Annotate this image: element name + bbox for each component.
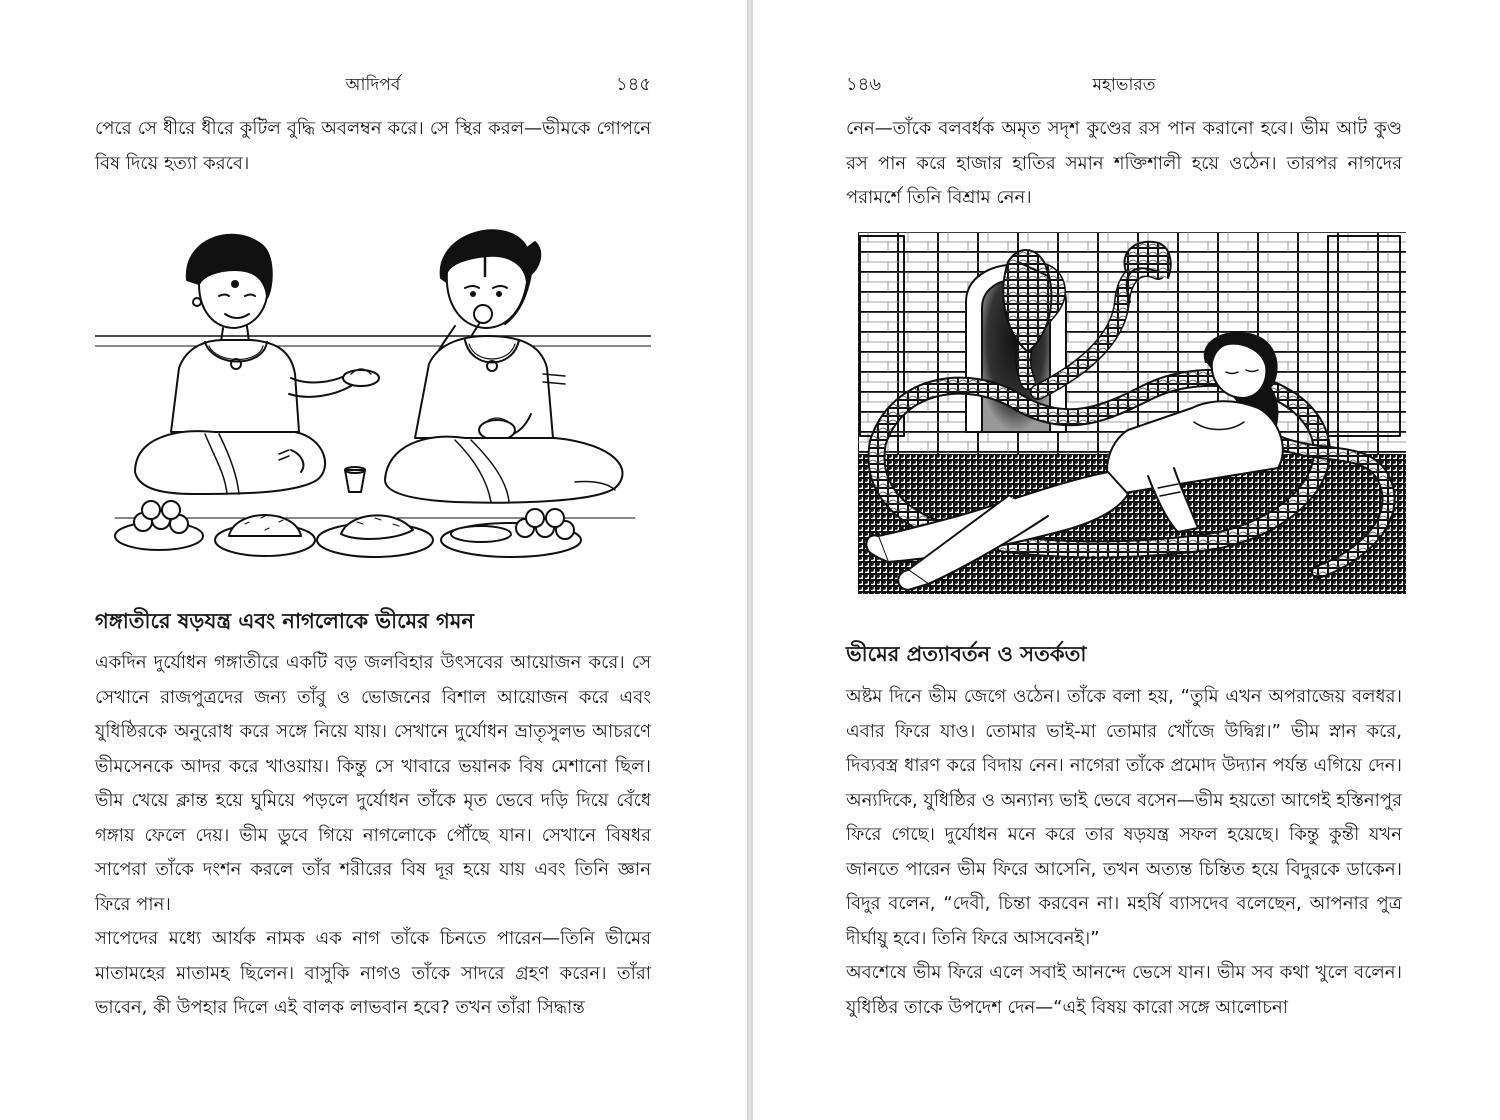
right-page-number: ১৪৬ (846, 74, 882, 95)
right-body-paragraph-1: অষ্টম দিনে ভীম জেগে ওঠেন। তাঁকে বলা হয়, “তুমি এখন অপরাজেয় বলধর। এবার ফিরে যাও। তোমার ভাই-মা তোমার খোঁজে উদ্বিগ্ন।” ভীম স্নান করে, দিব্যবস্ত্র ধারণ করে বিদায় নেন। নাগেরা তাঁকে প্রমোদ উদ্যান পর্যন্ত এগিয়ে দেন। অন্যদিকে, যুধিষ্ঠির ও অন্যান্য ভাই ভেবে বসেন—ভীম হয়তো আগেই হস্তিনাপুর ফিরে গেছে। দুর্যোধন মনে করে তার ষড়যন্ত্র সফল হয়েছে। কিন্তু কুন্তী যখন জানতে পারেন ভীম ফিরে আসেনি, তখন অত্যন্ত চিন্তিত হয়ে বিদুরকে ডাকেন। বিদুর বলেন, “দেবী, চিন্তা করবেন না। মহর্ষি ব্যাসদেব বলেছেন, আপনার পুত্র দীর্ঘায়ু হবে। তিনি ফিরে আসবেনই।” (846, 686, 1402, 949)
left-body-paragraph-1: একদিন দুর্যোধন গঙ্গাতীরে একটি বড় জলবিহার উৎসবের আয়োজন করে। সে সেখানে রাজপুত্রদের জন্য তাঁবু ও ভোজনের বিশাল আয়োজন করে এবং যুধিষ্ঠিরকে অনুরোধ করে সঙ্গে নিয়ে যায়। সেখানে দুর্যোধন ভ্রাতৃসুলভ আচরণে ভীমসেনকে আদর করে খাওয়ায়। কিন্তু সে খাবারে ভয়ানক বিষ মেশানো ছিল। ভীম খেয়ে ক্লান্ত হয়ে ঘুমিয়ে পড়লে দুর্যোধন তাঁকে মৃত ভেবে দড়ি দিয়ে বেঁধে গঙ্গায় ফেলে দেয়। ভীম ডুবে গিয়ে নাগলোকে পৌঁছে যান। সেখানে বিষধর সাপেরা তাঁকে দংশন করলে তাঁর শরীরের বিষ দূর হয়ে যায় এবং তিনি জ্ঞান ফিরে পান। (95, 652, 651, 915)
right-page (752, 0, 1500, 1120)
right-running-head (846, 70, 1402, 100)
left-intro-paragraph: পেরে সে ধীরে ধীরে কুটিল বুদ্ধি অবলম্বন করে। সে স্থির করল—ভীমকে গোপনে বিষ দিয়ে হত্যা করবে। (95, 118, 651, 174)
left-illustration (95, 218, 651, 578)
left-section-heading: গঙ্গাতীরে ষড়যন্ত্র এবং নাগলোকে ভীমের গমন (95, 609, 475, 633)
left-intro-text (95, 112, 651, 181)
right-body-text (846, 680, 1402, 1025)
right-body-paragraph-2: অবশেষে ভীম ফিরে এলে সবাই আনন্দে ভেসে যান। ভীম সব কথা খুলে বলেন। যুধিষ্ঠির তাকে উপদেশ দেন—“এই বিষয় কারো সঙ্গে আলোচনা (846, 962, 1402, 1018)
left-body-paragraph-2: সাপেদের মধ্যে আর্যক নামক এক নাগ তাঁকে চিনতে পারেন—তিনি ভীমের মাতামহের মাতামহ ছিলেন। বাসুকি নাগও তাঁকে সাদরে গ্রহণ করেন। তাঁরা ভাবেন, কী উপহার দিলে এই বালক লাভবান হবে? তখন তাঁরা সিদ্ধান্ত (95, 928, 651, 1018)
right-section-heading: ভীমের প্রত্যাবর্তন ও সতর্কতা (846, 642, 1087, 666)
right-running-title: মহাভারত (1092, 75, 1156, 95)
left-running-head (95, 70, 651, 100)
food-plates (115, 501, 581, 557)
left-page (0, 0, 748, 1120)
right-boy-figure (385, 230, 623, 502)
right-intro-text (846, 112, 1402, 216)
left-page-number: ১৪৫ (615, 74, 651, 95)
right-intro-paragraph: নেন—তাঁকে বলবর্ধক অমৃত সদৃশ কুণ্ডের রস পান করানো হবে। ভীম আট কুণ্ড রস পান করে হাজার হাতির সমান শক্তিশালী হয়ে ওঠেন। তারপর নাগদের পরামর্শে তিনি বিশ্রাম নেন। (846, 118, 1402, 208)
right-illustration (858, 232, 1406, 594)
left-body-text (95, 646, 651, 1026)
left-running-title: আদিপর্ব (345, 75, 401, 95)
left-boy-figure (135, 235, 379, 494)
